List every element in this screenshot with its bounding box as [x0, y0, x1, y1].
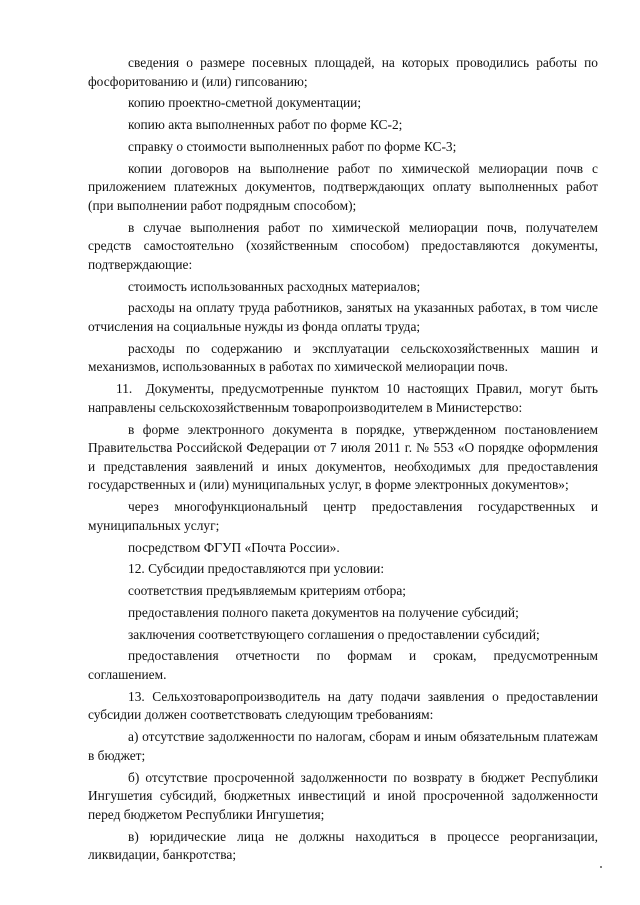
paragraph-ks2-act: копию акта выполненных работ по форме КС-2;: [128, 117, 403, 133]
paragraph-contracts-copies: копии договоров на выполнение работ по химической мелиорации почв с приложением платежных документов, подтверждающих оплату выполненных работ (при выполнении работ подрядным способом);: [88, 160, 598, 213]
paragraph-mfc: через многофункциональный центр предоставления государственных и муниципальных услуг;: [88, 499, 598, 533]
paragraph-item-11: 11. Документы, предусмотренные пунктом 10 настоящих Правил, могут быть направлены сельскохозяйственным товаропроизводителем в Министерство:: [88, 381, 598, 415]
paragraph-criteria: соответствия предъявляемым критериям отбора;: [128, 583, 406, 599]
paragraph-sown-area-info: сведения о размере посевных площадей, на которых проводились работы по фосфоритованию и (или) гипсованию;: [88, 55, 598, 89]
paragraph-item-13-c: в) юридические лица не должны находиться в процессе реорганизации, ликвидации, банкротства;: [88, 828, 598, 863]
paragraph-item-13-b: б) отсутствие просроченной задолженности по возврату в бюджет Республики Ингушетия субсидий, бюджетных инвестиций и иной просроченной задолженности перед бюджетом Республики Ингушетия;: [88, 769, 598, 822]
scan-speck: [600, 866, 602, 868]
paragraph-machinery-costs: расходы по содержанию и эксплуатации сельскохозяйственных машин и механизмов, использованных в работах по химической мелиорации почв.: [88, 340, 598, 375]
paragraph-agreement: заключения соответствующего соглашения о предоставлении субсидий;: [128, 626, 540, 642]
paragraph-reporting: предоставления отчетности по формам и срокам, предусмотренным соглашением.: [88, 648, 598, 682]
paragraph-item-13: 13. Сельхозтоваропроизводитель на дату подачи заявления о предоставлении субсидии должен соответствовать следующим требованиям:: [88, 688, 598, 723]
paragraph-item-12: 12. Субсидии предоставляются при условии:: [128, 561, 385, 577]
paragraph-electronic-form: в форме электронного документа в порядке, утвержденном постановлением Правительства Российской Федерации от 7 июля 2011 г. № 553 «О порядке оформления и представления заявлений и иных документов, необходимых для предоставления государственных и (или) муниципальных услуг, в форме электронных документов»;: [88, 421, 598, 493]
paragraph-labor-costs: расходы на оплату труда работников, занятых на указанных работах, в том числе отчисления на социальные нужды из фонда оплаты труда;: [88, 300, 598, 335]
paragraph-ks3-certificate: справку о стоимости выполненных работ по форме КС-3;: [128, 138, 457, 154]
paragraph-item-13-a: а) отсутствие задолженности по налогам, сборам и иным обязательным платежам в бюджет;: [88, 729, 598, 763]
paragraph-self-performed-works: в случае выполнения работ по химической мелиорации почв, получателем средств самостоятельно (хозяйственным способом) предоставляются документы, подтверждающие:: [88, 219, 598, 272]
paragraph-post: посредством ФГУП «Почта России».: [128, 539, 340, 555]
document-body: [88, 54, 598, 868]
paragraph-materials-cost: стоимость использованных расходных материалов;: [128, 278, 421, 294]
paragraph-design-estimate: копию проектно-сметной документации;: [128, 95, 362, 111]
paragraph-full-package: предоставления полного пакета документов на получение субсидий;: [128, 604, 519, 620]
